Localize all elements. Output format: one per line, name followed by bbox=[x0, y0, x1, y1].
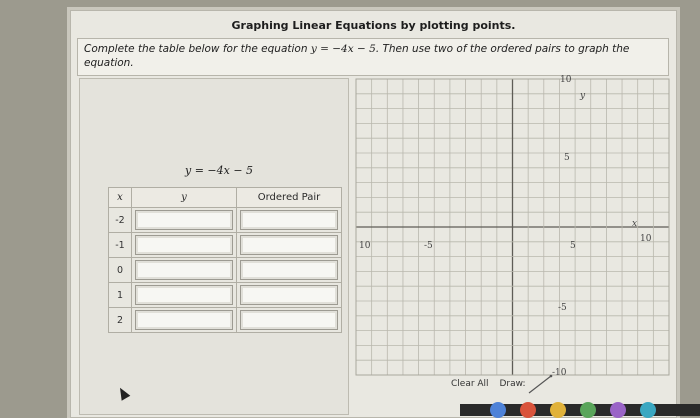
instructions-before: Complete the table below for the equation bbox=[84, 43, 311, 55]
instructions-after: . Then use two of the ordered pairs to graph the equation. bbox=[84, 43, 630, 69]
ordered-pair-input[interactable] bbox=[240, 310, 338, 330]
ordered-pair-input[interactable] bbox=[240, 235, 338, 255]
grid-canvas[interactable] bbox=[354, 77, 671, 377]
x-value: 0 bbox=[109, 258, 132, 283]
graph-toolbar bbox=[451, 379, 533, 389]
x-value: 2 bbox=[109, 308, 132, 333]
table-header-row bbox=[109, 188, 342, 208]
table-row bbox=[109, 208, 342, 233]
equation-label: y = −4x − 5 bbox=[185, 164, 254, 177]
page-title: Graphing Linear Equations by plotting points. bbox=[231, 19, 516, 32]
table-row bbox=[109, 308, 342, 333]
y-input[interactable] bbox=[135, 210, 233, 230]
worksheet bbox=[70, 10, 677, 418]
y-tick-neg10: -10 bbox=[552, 368, 567, 378]
value-table bbox=[108, 187, 342, 333]
ordered-pair-input[interactable] bbox=[240, 285, 338, 305]
instructions-box bbox=[77, 38, 669, 76]
table-row bbox=[109, 283, 342, 308]
instructions-text bbox=[84, 42, 659, 70]
mouse-cursor-icon bbox=[116, 385, 131, 400]
y-tick-neg5: -5 bbox=[558, 303, 567, 313]
header-ordered-pair: Ordered Pair bbox=[237, 188, 342, 208]
x-axis-label: x bbox=[632, 219, 638, 229]
ordered-pair-input[interactable] bbox=[240, 260, 338, 280]
x-tick-neg5: -5 bbox=[424, 241, 433, 251]
table-row bbox=[109, 233, 342, 258]
y-input[interactable] bbox=[135, 235, 233, 255]
x-tick-10: 10 bbox=[640, 234, 652, 244]
header-x: x bbox=[109, 188, 132, 208]
draw-label: Draw: bbox=[499, 379, 526, 389]
x-value: -2 bbox=[109, 208, 132, 233]
header-y: y bbox=[132, 188, 237, 208]
x-tick-5: 5 bbox=[570, 241, 576, 251]
instructions-equation: y = −4x − 5 bbox=[310, 43, 376, 55]
y-input[interactable] bbox=[135, 285, 233, 305]
table-row bbox=[109, 258, 342, 283]
x-value: 1 bbox=[109, 283, 132, 308]
x-value: -1 bbox=[109, 233, 132, 258]
y-tick-5: 5 bbox=[564, 153, 570, 163]
y-input[interactable] bbox=[135, 310, 233, 330]
draw-line-tool-icon[interactable] bbox=[527, 373, 555, 395]
clear-all-button[interactable]: Clear All bbox=[451, 379, 489, 389]
x-tick-neg10: 10 bbox=[359, 241, 371, 251]
ordered-pair-input[interactable] bbox=[240, 210, 338, 230]
dock-edge bbox=[460, 404, 700, 416]
table-panel bbox=[79, 78, 349, 415]
y-axis-label: y bbox=[580, 91, 586, 101]
y-tick-10: 10 bbox=[560, 75, 572, 85]
coordinate-grid[interactable] bbox=[354, 77, 671, 399]
y-input[interactable] bbox=[135, 260, 233, 280]
